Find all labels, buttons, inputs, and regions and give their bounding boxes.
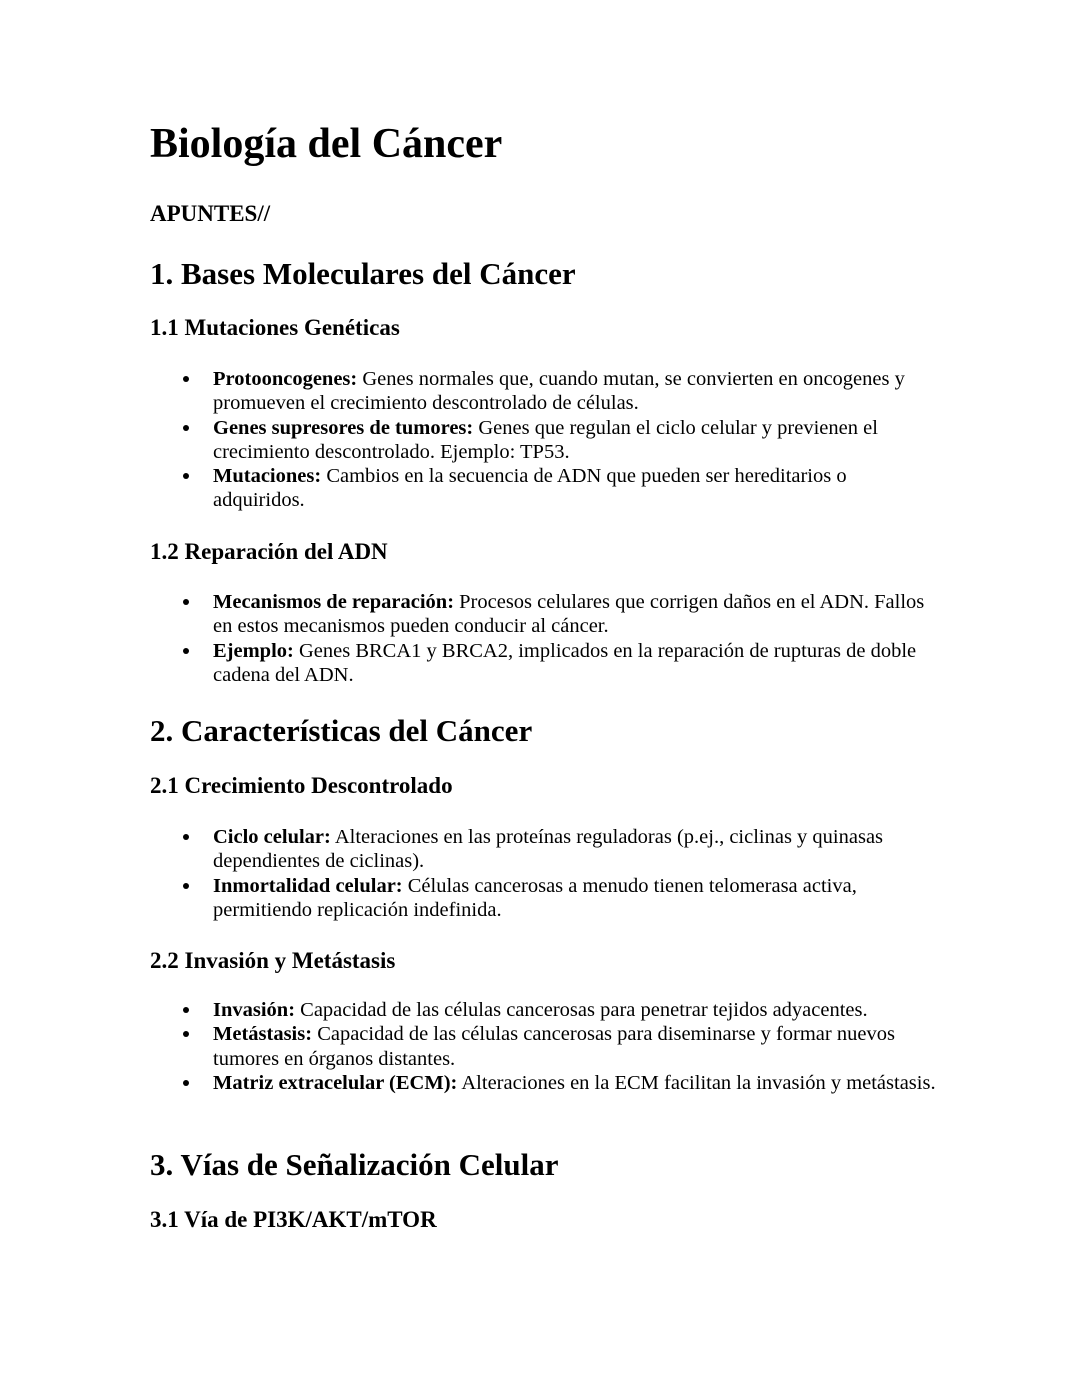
section-heading-1: 1. Bases Moleculares del Cáncer xyxy=(150,256,576,291)
item-text: Procesos celulares que corrigen daños en el ADN. Fallos en estos mecanismos pueden conducir al cáncer. xyxy=(213,591,925,638)
bullet-icon xyxy=(183,376,189,382)
item-text: Alteraciones en la ECM facilitan la invasión y metástasis. xyxy=(457,1071,936,1094)
document-subtitle: APUNTES// xyxy=(150,201,271,226)
list-item xyxy=(150,416,940,465)
item-term: Protooncogenes: xyxy=(213,368,358,390)
subsection-heading-2-2: 2.2 Invasión y Metástasis xyxy=(150,948,396,973)
bullet-icon xyxy=(183,599,189,605)
subsection-heading-1-1: 1.1 Mutaciones Genéticas xyxy=(150,315,400,340)
item-text: Capacidad de las células cancerosas para diseminarse y formar nuevos tumores en órganos distantes. xyxy=(213,1023,895,1070)
list-item xyxy=(150,639,940,688)
bullet-icon xyxy=(183,883,189,889)
section-heading-2: 2. Características del Cáncer xyxy=(150,713,533,748)
item-term: Metástasis: xyxy=(213,1023,313,1046)
bullet-list-2-2 xyxy=(150,998,940,1095)
item-text: Células cancerosas a menudo tienen telomerasa activa, permitiendo replicación indefinida. xyxy=(213,874,857,921)
list-item xyxy=(150,825,940,874)
item-term: Matriz extracelular (ECM): xyxy=(213,1071,458,1094)
item-text: Alteraciones en las proteínas reguladoras (p.ej., ciclinas y quinasas dependientes de ciclinas). xyxy=(213,826,884,873)
item-text: Capacidad de las células cancerosas para penetrar tejidos adyacentes. xyxy=(295,999,868,1021)
item-text: Cambios en la secuencia de ADN que pueden ser hereditarios o adquiridos. xyxy=(213,465,847,512)
list-item xyxy=(150,998,940,1022)
item-text: Genes normales que, cuando mutan, se convierten en oncogenes y promueven el crecimiento descontrolado de células. xyxy=(213,368,905,415)
item-term: Inmortalidad celular: xyxy=(213,874,403,897)
list-item xyxy=(150,590,940,639)
item-term: Ciclo celular: xyxy=(213,826,331,848)
item-text: Genes que regulan el ciclo celular y previenen el crecimiento descontrolado. Ejemplo: TP53. xyxy=(213,416,878,463)
document-title: Biología del Cáncer xyxy=(150,121,503,167)
bullet-icon xyxy=(183,425,189,431)
subsection-heading-3-1: 3.1 Vía de PI3K/AKT/mTOR xyxy=(150,1207,437,1232)
list-item xyxy=(150,1022,940,1071)
bullet-icon xyxy=(183,648,189,654)
bullet-list-1-1 xyxy=(150,367,940,513)
list-item xyxy=(150,874,940,923)
list-item xyxy=(150,367,940,416)
list-item xyxy=(150,1071,940,1095)
item-term: Mecanismos de reparación: xyxy=(213,591,455,613)
bullet-icon xyxy=(183,1031,189,1037)
item-term: Genes supresores de tumores: xyxy=(213,416,474,439)
item-term: Invasión: xyxy=(213,999,296,1021)
bullet-icon xyxy=(183,834,189,840)
list-item xyxy=(150,464,940,513)
bullet-list-2-1 xyxy=(150,825,940,922)
bullet-icon xyxy=(183,1080,189,1086)
bullet-icon xyxy=(183,1007,189,1013)
item-term: Mutaciones: xyxy=(213,465,322,488)
bullet-icon xyxy=(183,473,189,479)
item-text: Genes BRCA1 y BRCA2, implicados en la reparación de rupturas de doble cadena del ADN. xyxy=(213,639,917,686)
subsection-heading-2-1: 2.1 Crecimiento Descontrolado xyxy=(150,773,453,798)
bullet-list-1-2 xyxy=(150,590,940,687)
subsection-heading-1-2: 1.2 Reparación del ADN xyxy=(150,539,388,564)
item-term: Ejemplo: xyxy=(213,639,294,662)
section-heading-3: 3. Vías de Señalización Celular xyxy=(150,1147,559,1182)
